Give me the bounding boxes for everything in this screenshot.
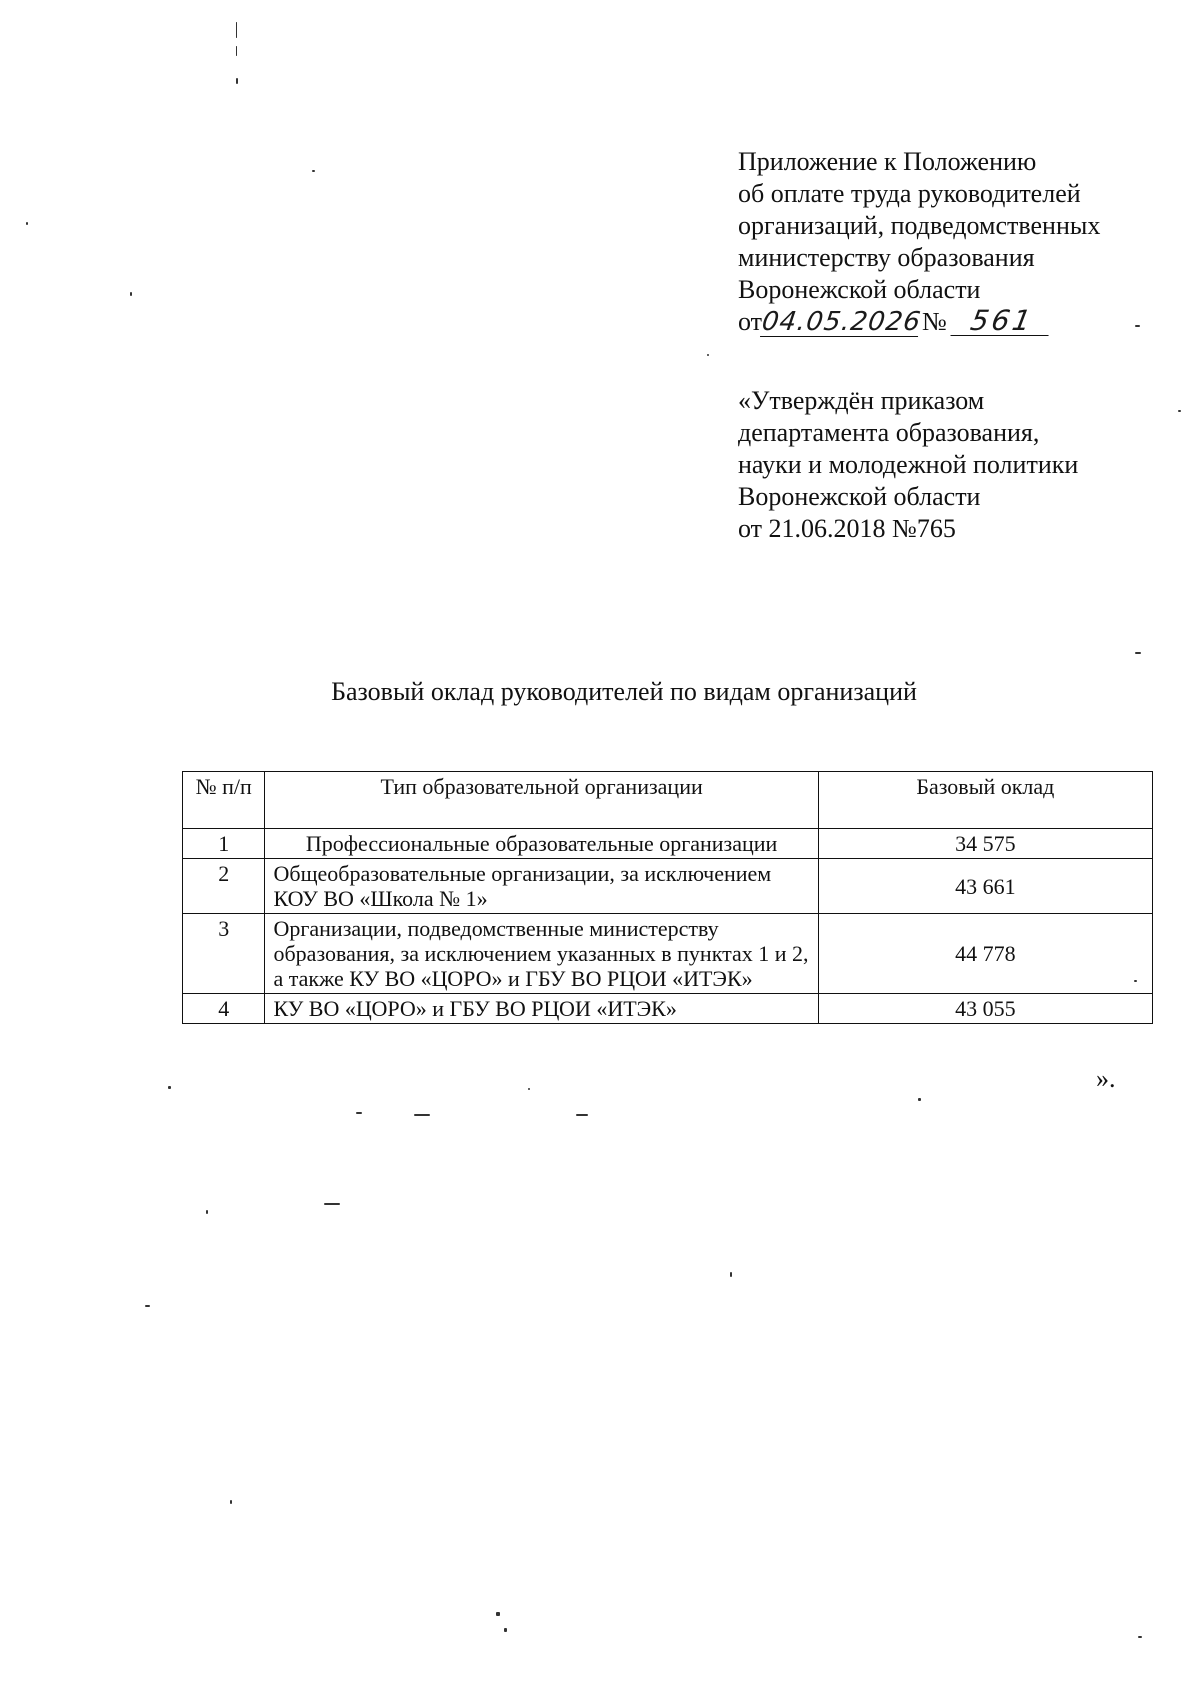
- scan-speck: [145, 1305, 150, 1307]
- table-row: [183, 829, 1153, 859]
- scan-speck: [1138, 1636, 1142, 1638]
- scan-speck: [504, 1628, 507, 1632]
- scan-speck: [707, 354, 709, 356]
- appendix-line: об оплате труда руководителей: [738, 179, 1081, 208]
- scan-speck: [206, 1210, 208, 1214]
- appendix-line: министерству образования: [738, 243, 1035, 272]
- row-organization-type: Общеобразовательные организации, за исключением КОУ ВО «Школа № 1»: [265, 859, 818, 914]
- appendix-line: Приложение к Положению: [738, 147, 1037, 176]
- scan-speck: [528, 1088, 530, 1090]
- scan-speck: [324, 1203, 340, 1205]
- appendix-line: организаций, подведомственных: [738, 211, 1101, 240]
- scan-speck: [130, 292, 132, 296]
- scan-speck: [496, 1612, 500, 1616]
- scan-speck: [918, 1098, 921, 1101]
- header-base-salary: Базовый оклад: [818, 772, 1152, 829]
- document-title: Базовый оклад руководителей по видам организаций: [331, 677, 917, 706]
- order-prefix: от: [738, 307, 763, 336]
- approved-line: департамента образования,: [738, 418, 1040, 447]
- scan-speck: [576, 1114, 588, 1116]
- approved-line: Воронежской области: [738, 482, 981, 511]
- table-header-row: [183, 772, 1153, 829]
- row-organization-type: Профессиональные образовательные организации: [265, 829, 818, 859]
- scan-speck: [312, 170, 315, 172]
- scan-speck: [1135, 325, 1140, 327]
- row-base-salary: 44 778: [818, 914, 1152, 994]
- scan-speck: [1134, 980, 1137, 982]
- header-organization-type: Тип образовательной организации: [265, 772, 818, 829]
- approved-header: [738, 385, 1158, 545]
- row-base-salary: 34 575: [818, 829, 1152, 859]
- row-number: 2: [183, 859, 265, 914]
- approved-line: от 21.06.2018 №765: [738, 514, 956, 543]
- scan-speck: [1135, 652, 1141, 654]
- scan-speck: [414, 1114, 430, 1116]
- row-number: 1: [183, 829, 265, 859]
- approved-line: науки и молодежной политики: [738, 450, 1079, 479]
- table-row: [183, 914, 1153, 994]
- handwritten-order-date: 04.05.2026: [759, 307, 924, 337]
- appendix-header: [738, 146, 1158, 342]
- handwritten-order-number: 561: [951, 307, 1054, 336]
- scan-speck: [236, 46, 237, 56]
- header-number: № п/п: [183, 772, 265, 829]
- scan-speck: [230, 1500, 232, 1504]
- closing-quote: ».: [1096, 1064, 1116, 1093]
- scan-speck: [168, 1086, 171, 1089]
- row-number: 4: [183, 994, 265, 1024]
- table-row: [183, 859, 1153, 914]
- order-reference: [738, 306, 1158, 342]
- row-base-salary: 43 661: [818, 859, 1152, 914]
- scan-speck: [236, 78, 238, 84]
- table-row: [183, 994, 1153, 1024]
- appendix-line: Воронежской области: [738, 275, 981, 304]
- row-number: 3: [183, 914, 265, 994]
- approved-line: «Утверждён приказом: [738, 386, 985, 415]
- row-organization-type: Организации, подведомственные министерству образования, за исключением указанных в пунктах 1 и 2, а также КУ ВО «ЦОРО» и ГБУ ВО РЦОИ «ИТЭК»: [265, 914, 818, 994]
- salary-table: [182, 771, 1153, 1024]
- order-number-sign: №: [922, 307, 947, 336]
- scan-speck: [1178, 410, 1181, 412]
- scan-speck: [730, 1272, 732, 1277]
- scan-speck: [236, 22, 237, 38]
- scan-speck: [356, 1112, 362, 1114]
- row-organization-type: КУ ВО «ЦОРО» и ГБУ ВО РЦОИ «ИТЭК»: [265, 994, 818, 1024]
- row-base-salary: 43 055: [818, 994, 1152, 1024]
- scan-speck: [26, 222, 28, 225]
